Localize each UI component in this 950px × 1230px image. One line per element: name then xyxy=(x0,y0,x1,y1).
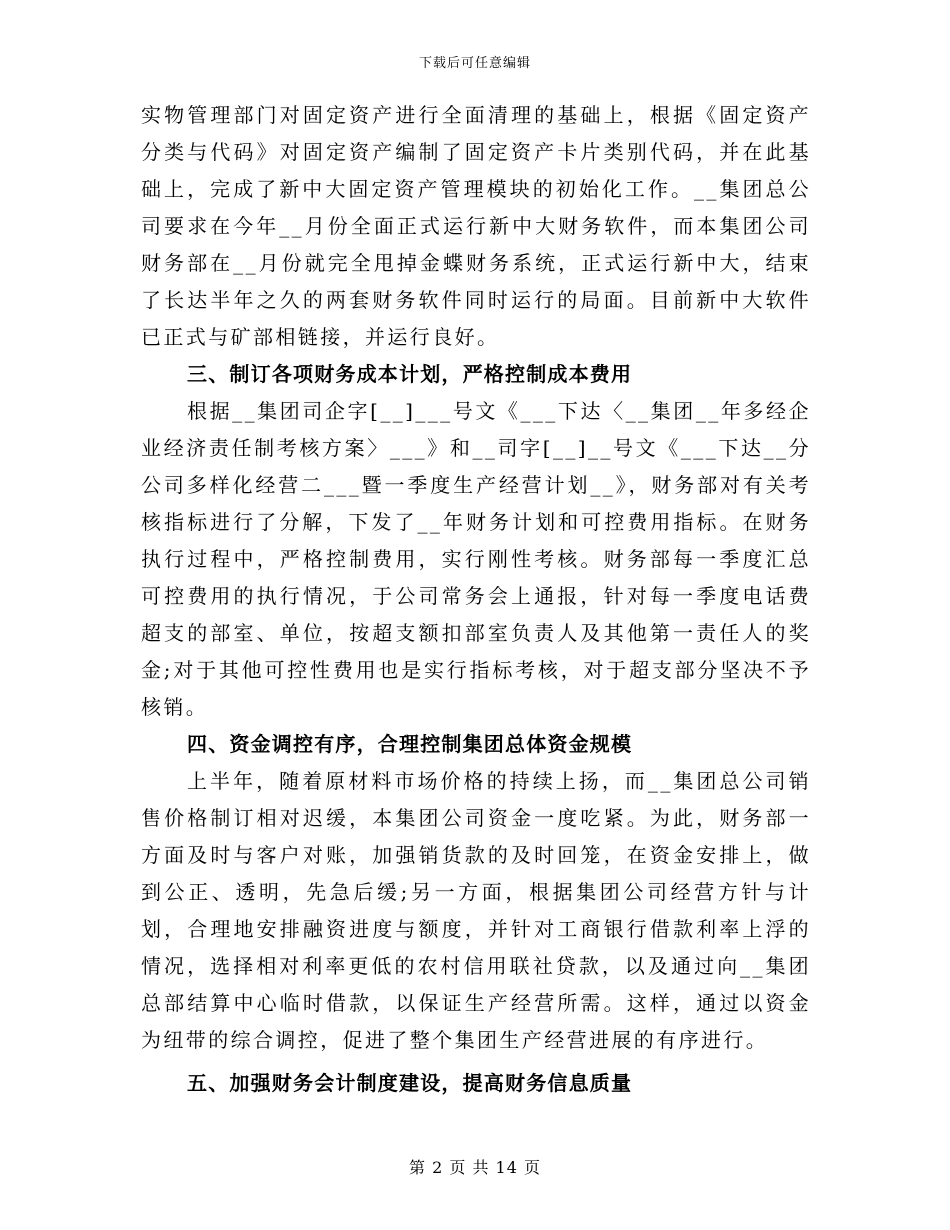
intro-paragraph: 实物管理部门对固定资产进行全面清理的基础上，根据《固定资产分类与代码》对固定资产编制了固定资产卡片类别代码，并在此基础上，完成了新中大固定资产管理模块的初始化工作。__集团总公司要求在今年__月份全面正式运行新中大财务软件，而本集团公司财务部在__月份就完全甩掉金蝶财务系统，正式运行新中大，结束了长达半年之久的两套财务软件同时运行的局面。目前新中大软件已正式与矿部相链接，并运行良好。 xyxy=(141,103,811,349)
section-4-heading: 四、资金调控有序，合理控制集团总体资金规模 xyxy=(187,732,633,756)
section-5-heading: 五、加强财务会计制度建设，提高财务信息质量 xyxy=(187,1071,633,1095)
document-body xyxy=(141,97,811,1102)
section-3-heading: 三、制订各项财务成本计划，严格控制成本费用 xyxy=(187,362,633,386)
page-header-note: 下载后可任意编辑 xyxy=(418,56,531,71)
section-4-paragraph: 上半年，随着原材料市场价格的持续上扬，而__集团总公司销售价格制订相对迟缓，本集团公司资金一度吃紧。为此，财务部一方面及时与客户对账，加强销货款的及时回笼，在资金安排上，做到公正、透明，先急后缓;另一方面，根据集团公司经营方针与计划，合理地安排融资进度与额度，并针对工商银行借款利率上浮的情况，选择相对利率更低的农村信用联社贷款，以及通过向__集团总部结算中心临时借款，以保证生产经营所需。这样，通过以资金为纽带的综合调控，促进了整个集团生产经营进展的有序进行。 xyxy=(141,769,811,1052)
page-number: 第 2 页 共 14 页 xyxy=(409,1158,541,1177)
section-3-paragraph: 根据__集团司企字[__]___号文《___下达〈__集团__年多经企业经济责任制考核方案〉___》和__司字[__]__号文《___下达__分公司多样化经营二___暨一季度生产经营计划__》，财务部对有关考核指标进行了分解，下发了__年财务计划和可控费用指标。在财务执行过程中，严格控制费用，实行刚性考核。财务部每一季度汇总可控费用的执行情况，于公司常务会上通报，针对每一季度电话费超支的部室、单位，按超支额扣部室负责人及其他第一责任人的奖金;对于其他可控性费用也是实行指标考核，对于超支部分坚决不予核销。 xyxy=(141,399,811,719)
